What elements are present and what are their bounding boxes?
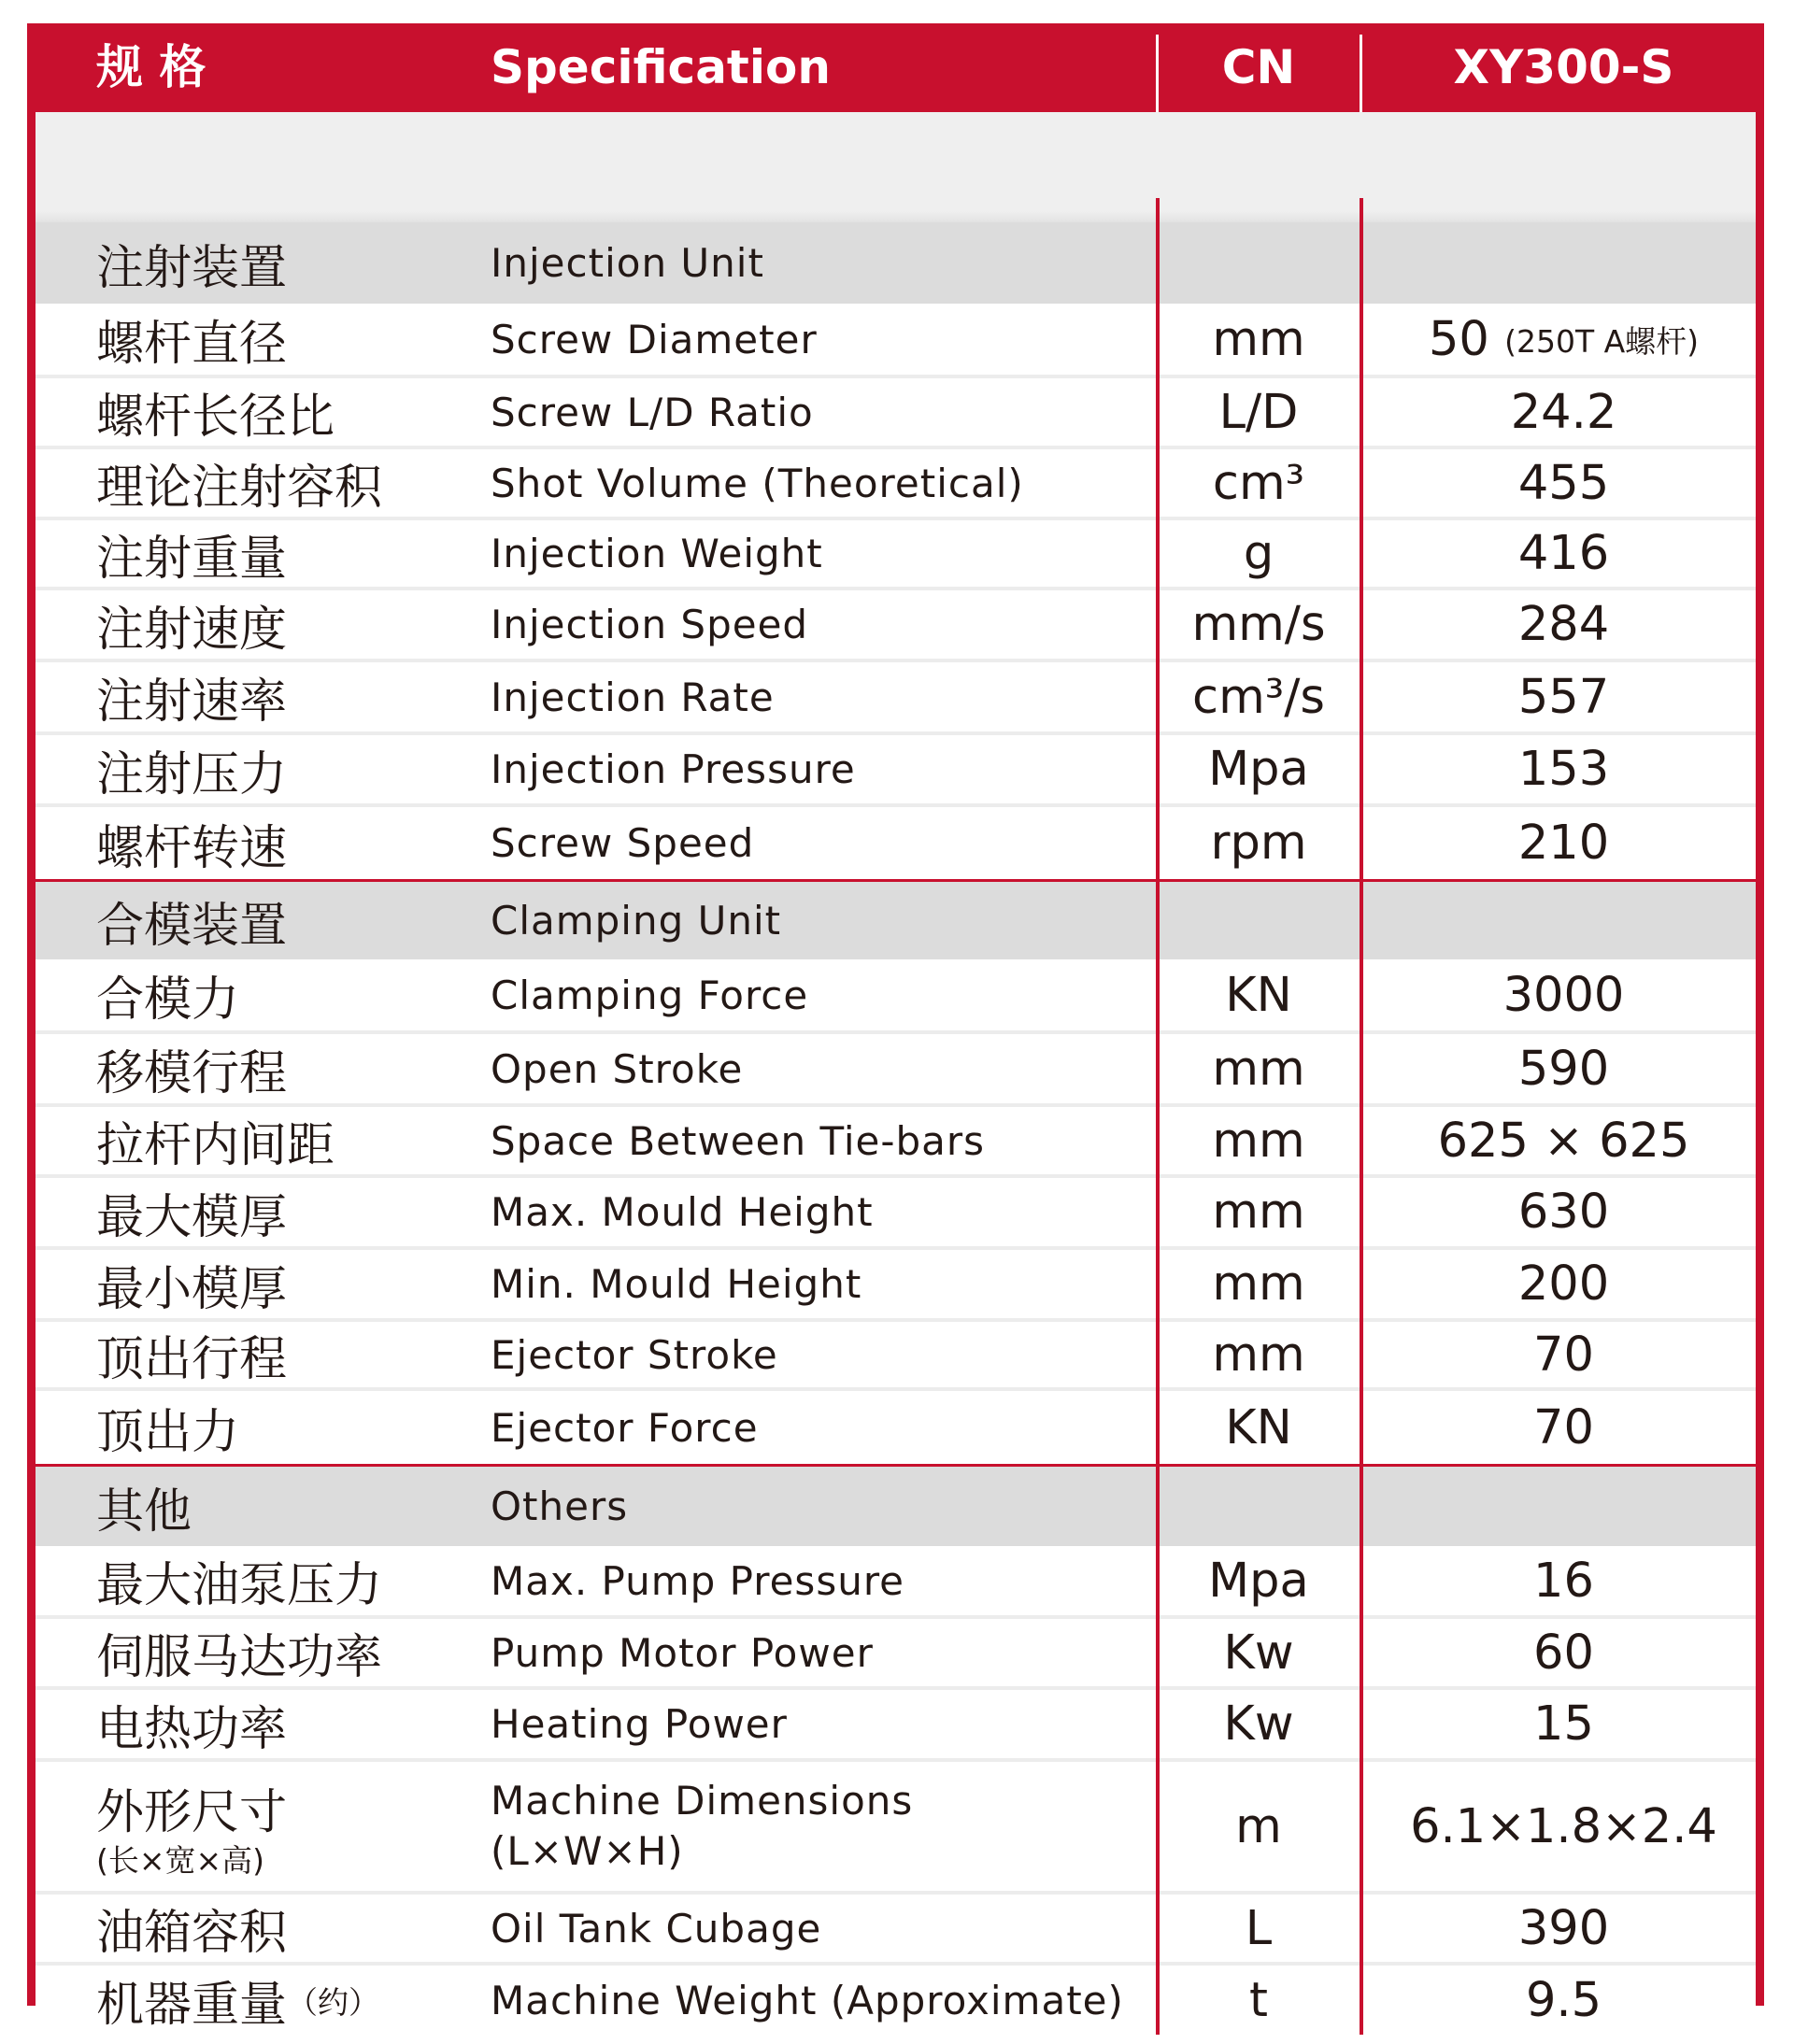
row-label-cn: 最大模厚 — [96, 1189, 288, 1245]
row-label-cn: 伺服马达功率 — [96, 1630, 383, 1685]
row-unit: KN — [1225, 967, 1292, 1023]
row-label-cn: 注射重量 — [96, 531, 288, 587]
table-row — [36, 1690, 1756, 1762]
section-title-en: Clamping Unit — [491, 898, 782, 944]
row-label-en: Max. Pump Pressure — [491, 1557, 905, 1604]
row-label-cn — [96, 1762, 287, 1891]
row-label-en: Heating Power — [491, 1701, 788, 1747]
row-value: 630 — [1517, 1185, 1610, 1240]
label-main: 机器重量 — [96, 1978, 288, 2033]
section-row-injection — [36, 222, 1756, 304]
row-value: 16 — [1533, 1553, 1594, 1609]
table-row — [36, 304, 1756, 378]
table-row — [36, 662, 1756, 735]
row-unit: mm — [1212, 1041, 1305, 1097]
row-value: 416 — [1517, 526, 1610, 581]
column-divider — [1360, 198, 1363, 2035]
header-spacer — [36, 112, 1756, 222]
row-unit: mm/s — [1191, 597, 1326, 652]
row-unit: mm — [1212, 1185, 1305, 1240]
value-note: (250T A螺杆) — [1504, 322, 1700, 360]
table-row — [36, 1762, 1756, 1895]
header-spec: Specification — [491, 40, 831, 94]
table-row — [36, 959, 1756, 1034]
section-title-cn: 合模装置 — [96, 898, 288, 954]
row-label-cn: 螺杆转速 — [96, 820, 288, 876]
row-unit: mm — [1212, 311, 1305, 367]
row-label-en: Space Between Tie-bars — [491, 1117, 986, 1164]
table-row — [36, 1250, 1756, 1322]
row-value: 70 — [1533, 1399, 1594, 1455]
header-divider — [1156, 35, 1159, 112]
section-row-clamping — [36, 879, 1756, 959]
label-note: (长×宽×高) — [96, 1842, 265, 1879]
row-label-en: Clamping Force — [491, 972, 809, 1018]
row-label-cn: 理论注射容积 — [96, 461, 383, 516]
label-line1: Machine Dimensions — [491, 1778, 914, 1824]
row-label-en: Machine Weight (Approximate) — [491, 1977, 1124, 2023]
row-value: 153 — [1517, 742, 1610, 797]
row-label-cn: 顶出力 — [96, 1405, 240, 1460]
header-divider — [1360, 35, 1362, 112]
table-row — [36, 590, 1756, 662]
table-row — [36, 1895, 1756, 1966]
header-cn: 规 格 — [96, 40, 206, 94]
row-label-en: Min. Mould Height — [491, 1261, 862, 1307]
row-unit: Mpa — [1208, 1553, 1309, 1609]
table-row — [36, 378, 1756, 449]
row-unit: KN — [1225, 1399, 1292, 1455]
section-title-en: Others — [491, 1483, 629, 1529]
row-label-cn — [96, 1966, 379, 2035]
row-label-en: Open Stroke — [491, 1045, 744, 1092]
row-unit: cm³ — [1212, 455, 1305, 511]
row-value: 6.1×1.8×2.4 — [1410, 1798, 1717, 1854]
row-value: 3000 — [1502, 967, 1625, 1023]
row-unit: Kw — [1223, 1625, 1294, 1681]
row-label-en: Pump Motor Power — [491, 1629, 874, 1676]
row-label-cn: 拉杆内间距 — [96, 1118, 335, 1173]
row-unit: L/D — [1218, 384, 1299, 440]
row-value: 455 — [1517, 455, 1610, 511]
row-value: 284 — [1517, 597, 1610, 652]
table-row — [36, 1322, 1756, 1391]
row-value: 24.2 — [1510, 384, 1617, 440]
spec-table — [27, 23, 1764, 2033]
row-label-en: Injection Pressure — [491, 746, 856, 792]
row-label-en: Oil Tank Cubage — [491, 1905, 822, 1952]
section-title-cn: 注射装置 — [96, 240, 288, 296]
column-divider — [1156, 198, 1160, 2035]
table-row — [36, 807, 1756, 879]
row-value: 590 — [1517, 1041, 1610, 1097]
row-value: 210 — [1517, 816, 1610, 871]
row-label-cn: 最大油泵压力 — [96, 1558, 383, 1613]
row-unit: t — [1249, 1972, 1268, 2028]
row-label-cn: 螺杆长径比 — [96, 390, 335, 445]
row-label-cn: 电热功率 — [96, 1701, 288, 1757]
row-value — [1363, 304, 1764, 375]
section-title-cn: 其他 — [96, 1483, 192, 1540]
row-value: 625 × 625 — [1437, 1113, 1690, 1169]
row-value: 60 — [1533, 1625, 1594, 1681]
row-label-en: Max. Mould Height — [491, 1189, 874, 1235]
row-unit: mm — [1212, 1256, 1305, 1312]
table-row — [36, 1391, 1756, 1464]
row-label-cn: 油箱容积 — [96, 1906, 288, 1961]
row-unit: cm³/s — [1192, 669, 1325, 725]
header-unit: CN — [1221, 40, 1296, 94]
row-value: 9.5 — [1525, 1972, 1602, 2028]
table-row — [36, 1966, 1756, 2035]
row-label-en — [491, 1762, 913, 1891]
row-label-en: Screw Speed — [491, 820, 755, 866]
label-note: （约） — [287, 1983, 380, 2021]
row-label-en: Screw Diameter — [491, 316, 818, 362]
row-label-cn: 移模行程 — [96, 1046, 288, 1101]
row-unit: L — [1245, 1900, 1273, 1956]
label-main: 外形尺寸 — [96, 1785, 288, 1840]
row-value: 390 — [1517, 1900, 1610, 1956]
row-unit: rpm — [1210, 816, 1307, 871]
table-row — [36, 1034, 1756, 1107]
row-unit: g — [1243, 526, 1274, 581]
row-label-en: Screw L/D Ratio — [491, 389, 814, 435]
section-row-others — [36, 1464, 1756, 1546]
table-row — [36, 520, 1756, 590]
row-unit: mm — [1212, 1113, 1305, 1169]
table-row — [36, 449, 1756, 520]
table-row — [36, 1178, 1756, 1250]
section-title-en: Injection Unit — [491, 240, 764, 286]
row-unit: mm — [1212, 1327, 1305, 1383]
row-unit: m — [1235, 1798, 1282, 1854]
table-row — [36, 1546, 1756, 1619]
row-label-en: Injection Weight — [491, 531, 823, 576]
row-value: 70 — [1533, 1327, 1594, 1383]
table-row — [36, 735, 1756, 807]
row-label-cn: 顶出行程 — [96, 1332, 288, 1387]
row-value: 200 — [1517, 1256, 1610, 1312]
table-row — [36, 1619, 1756, 1690]
row-label-cn: 螺杆直径 — [96, 317, 288, 372]
row-label-cn: 最小模厚 — [96, 1261, 288, 1317]
value-text: 50 — [1428, 311, 1489, 367]
row-label-cn: 注射压力 — [96, 746, 288, 802]
header-model: XY300-S — [1453, 40, 1674, 94]
table-header — [36, 23, 1756, 112]
row-label-cn: 注射速率 — [96, 674, 288, 730]
row-unit: Mpa — [1208, 742, 1309, 797]
label-line2: (L×W×H) — [491, 1828, 684, 1874]
table-row — [36, 1107, 1756, 1178]
row-label-en: Shot Volume (Theoretical) — [491, 460, 1024, 506]
row-value: 557 — [1517, 669, 1610, 725]
row-unit: Kw — [1223, 1696, 1294, 1752]
row-value: 15 — [1533, 1696, 1594, 1752]
row-label-en: Injection Speed — [491, 602, 809, 647]
row-label-en: Ejector Force — [491, 1404, 759, 1451]
row-label-en: Injection Rate — [491, 674, 775, 720]
row-label-cn: 注射速度 — [96, 602, 288, 658]
row-label-en: Ejector Stroke — [491, 1331, 778, 1378]
row-label-cn: 合模力 — [96, 972, 240, 1028]
